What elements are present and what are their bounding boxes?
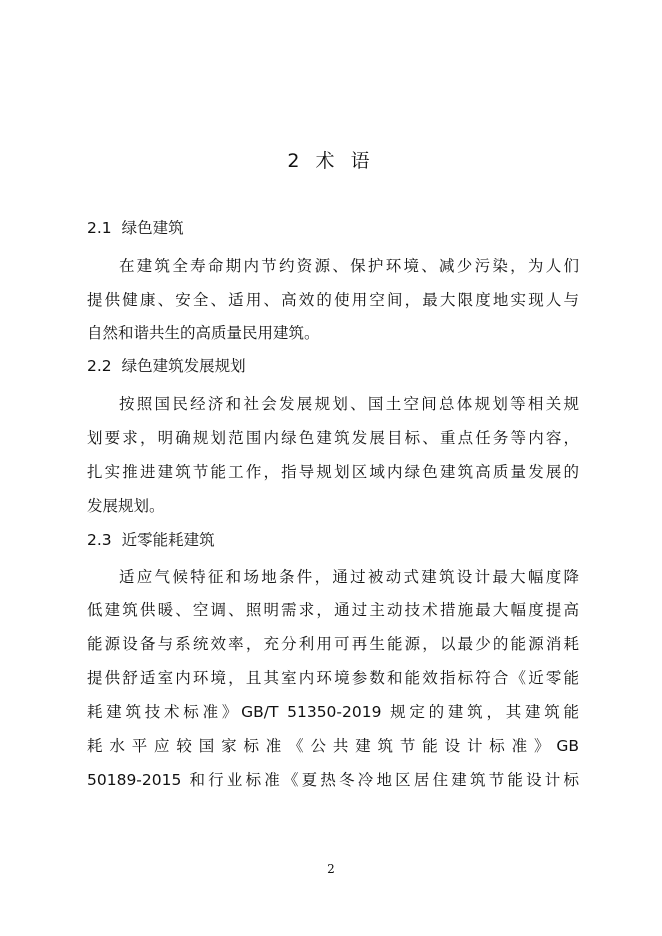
page-number: 2 xyxy=(327,862,335,876)
paragraph-line: 提供健康、安全、适用、高效的使用空间，最大限度地实现人与 xyxy=(87,291,579,309)
section-heading-2-3 xyxy=(87,530,215,550)
section-number: 2.1 xyxy=(87,219,112,237)
paragraph-line: 自然和谐共生的高质量民用建筑。 xyxy=(87,324,320,342)
section-number: 2.3 xyxy=(87,531,112,549)
paragraph-line: 扎实推进建筑节能工作，指导规划区域内绿色建筑高质量发展的 xyxy=(87,463,579,481)
section-title: 近零能耗建筑 xyxy=(121,531,215,549)
section-heading-2-2 xyxy=(87,356,246,376)
paragraph-line: 在建筑全寿命期内节约资源、保护环境、减少污染，为人们 xyxy=(119,257,579,275)
paragraph-line: 提供舒适室内环境，且其室内环境参数和能效指标符合《近零能 xyxy=(87,669,579,687)
section-heading-2-1 xyxy=(87,218,184,238)
paragraph-line: 低建筑供暖、空调、照明需求，通过主动技术措施最大幅度提高 xyxy=(87,601,579,619)
chapter-title: 2 术 语 xyxy=(287,150,375,172)
section-number: 2.2 xyxy=(87,357,112,375)
paragraph-line: 能源设备与系统效率，充分利用可再生能源，以最少的能源消耗 xyxy=(87,635,579,653)
paragraph-line: 50189-2015 和行业标准《夏热冬冷地区居住建筑节能设计标 xyxy=(87,771,579,789)
paragraph-line: 发展规划。 xyxy=(87,497,165,515)
paragraph-line: 耗建筑技术标准》GB/T 51350-2019 规定的建筑，其建筑能 xyxy=(87,703,579,721)
section-title: 绿色建筑发展规划 xyxy=(121,357,246,375)
section-title: 绿色建筑 xyxy=(121,219,184,237)
paragraph-line: 适应气候特征和场地条件，通过被动式建筑设计最大幅度降 xyxy=(119,568,579,586)
paragraph-line: 按照国民经济和社会发展规划、国土空间总体规划等相关规 xyxy=(119,395,579,413)
paragraph-line: 耗水平应较国家标准《公共建筑节能设计标准》GB xyxy=(87,737,579,755)
paragraph-line: 划要求，明确规划范围内绿色建筑发展目标、重点任务等内容， xyxy=(87,429,579,447)
